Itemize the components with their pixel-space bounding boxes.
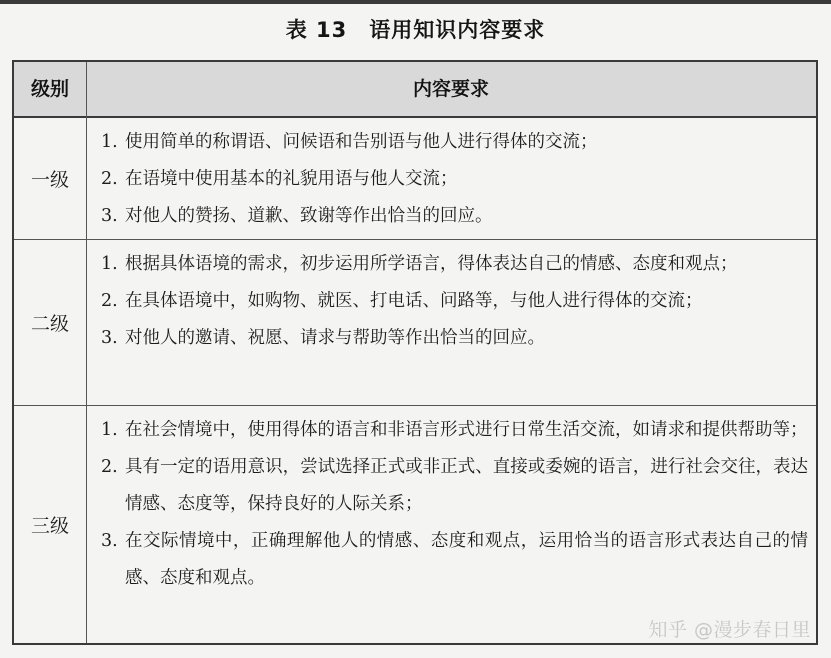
content-requirements-table <box>12 60 818 645</box>
item-text: 对他人的赞扬、道歉、致谢等作出恰当的回应。 <box>125 206 493 226</box>
list-item <box>101 523 808 597</box>
item-text: 具有一定的语用意识，尝试选择正式或非正式、直接或委婉的语言，进行社会交往，表达情感、态度等，保持良好的人际关系； <box>125 457 808 514</box>
table-title <box>0 14 831 44</box>
item-index: 3. <box>101 206 118 226</box>
item-text: 在语境中使用基本的礼貌用语与他人交流； <box>125 169 458 189</box>
item-text: 根据具体语境的需求，初步运用所学语言，得体表达自己的情感、态度和观点； <box>125 254 738 274</box>
level-cell: 三级 <box>30 515 69 537</box>
content-cell <box>87 118 816 239</box>
item-index: 2. <box>101 169 118 189</box>
table-number: 表 13 <box>285 18 348 42</box>
item-index: 3. <box>101 328 118 348</box>
table-row <box>14 406 816 643</box>
table-row <box>14 118 816 240</box>
item-index: 2. <box>101 457 118 477</box>
item-index: 1. <box>101 420 118 440</box>
list-item <box>101 246 808 283</box>
list-item <box>101 283 808 320</box>
header-content: 内容要求 <box>412 78 489 100</box>
item-text: 对他人的邀请、祝愿、请求与帮助等作出恰当的回应。 <box>125 328 545 348</box>
list-item <box>101 412 808 449</box>
top-edge-strip <box>0 0 831 4</box>
list-item <box>101 198 808 235</box>
table-header-row <box>14 62 816 118</box>
item-index: 1. <box>101 254 118 274</box>
header-level: 级别 <box>30 78 69 100</box>
item-index: 1. <box>101 132 118 152</box>
list-item <box>101 320 808 357</box>
content-cell <box>87 240 816 405</box>
item-text: 使用简单的称谓语、问候语和告别语与他人进行得体的交流； <box>125 132 598 152</box>
item-text: 在具体语境中，如购物、就医、打电话、问路等，与他人进行得体的交流； <box>125 291 703 311</box>
table-title-text: 语用知识内容要求 <box>369 18 546 42</box>
content-cell <box>87 406 816 643</box>
item-text: 在交际情境中，正确理解他人的情感、态度和观点，运用恰当的语言形式表达自己的情感、态度和观点。 <box>125 531 808 588</box>
list-item <box>101 124 808 161</box>
list-item <box>101 161 808 198</box>
item-index: 2. <box>101 291 118 311</box>
level-cell: 二级 <box>30 313 69 335</box>
level-cell: 一级 <box>30 169 69 191</box>
table-row <box>14 240 816 406</box>
item-text: 在社会情境中，使用得体的语言和非语言形式进行日常生活交流，如请求和提供帮助等； <box>125 420 808 440</box>
list-item <box>101 449 808 523</box>
item-index: 3. <box>101 531 118 551</box>
watermark: 知乎 @漫步春日里 <box>648 619 811 641</box>
